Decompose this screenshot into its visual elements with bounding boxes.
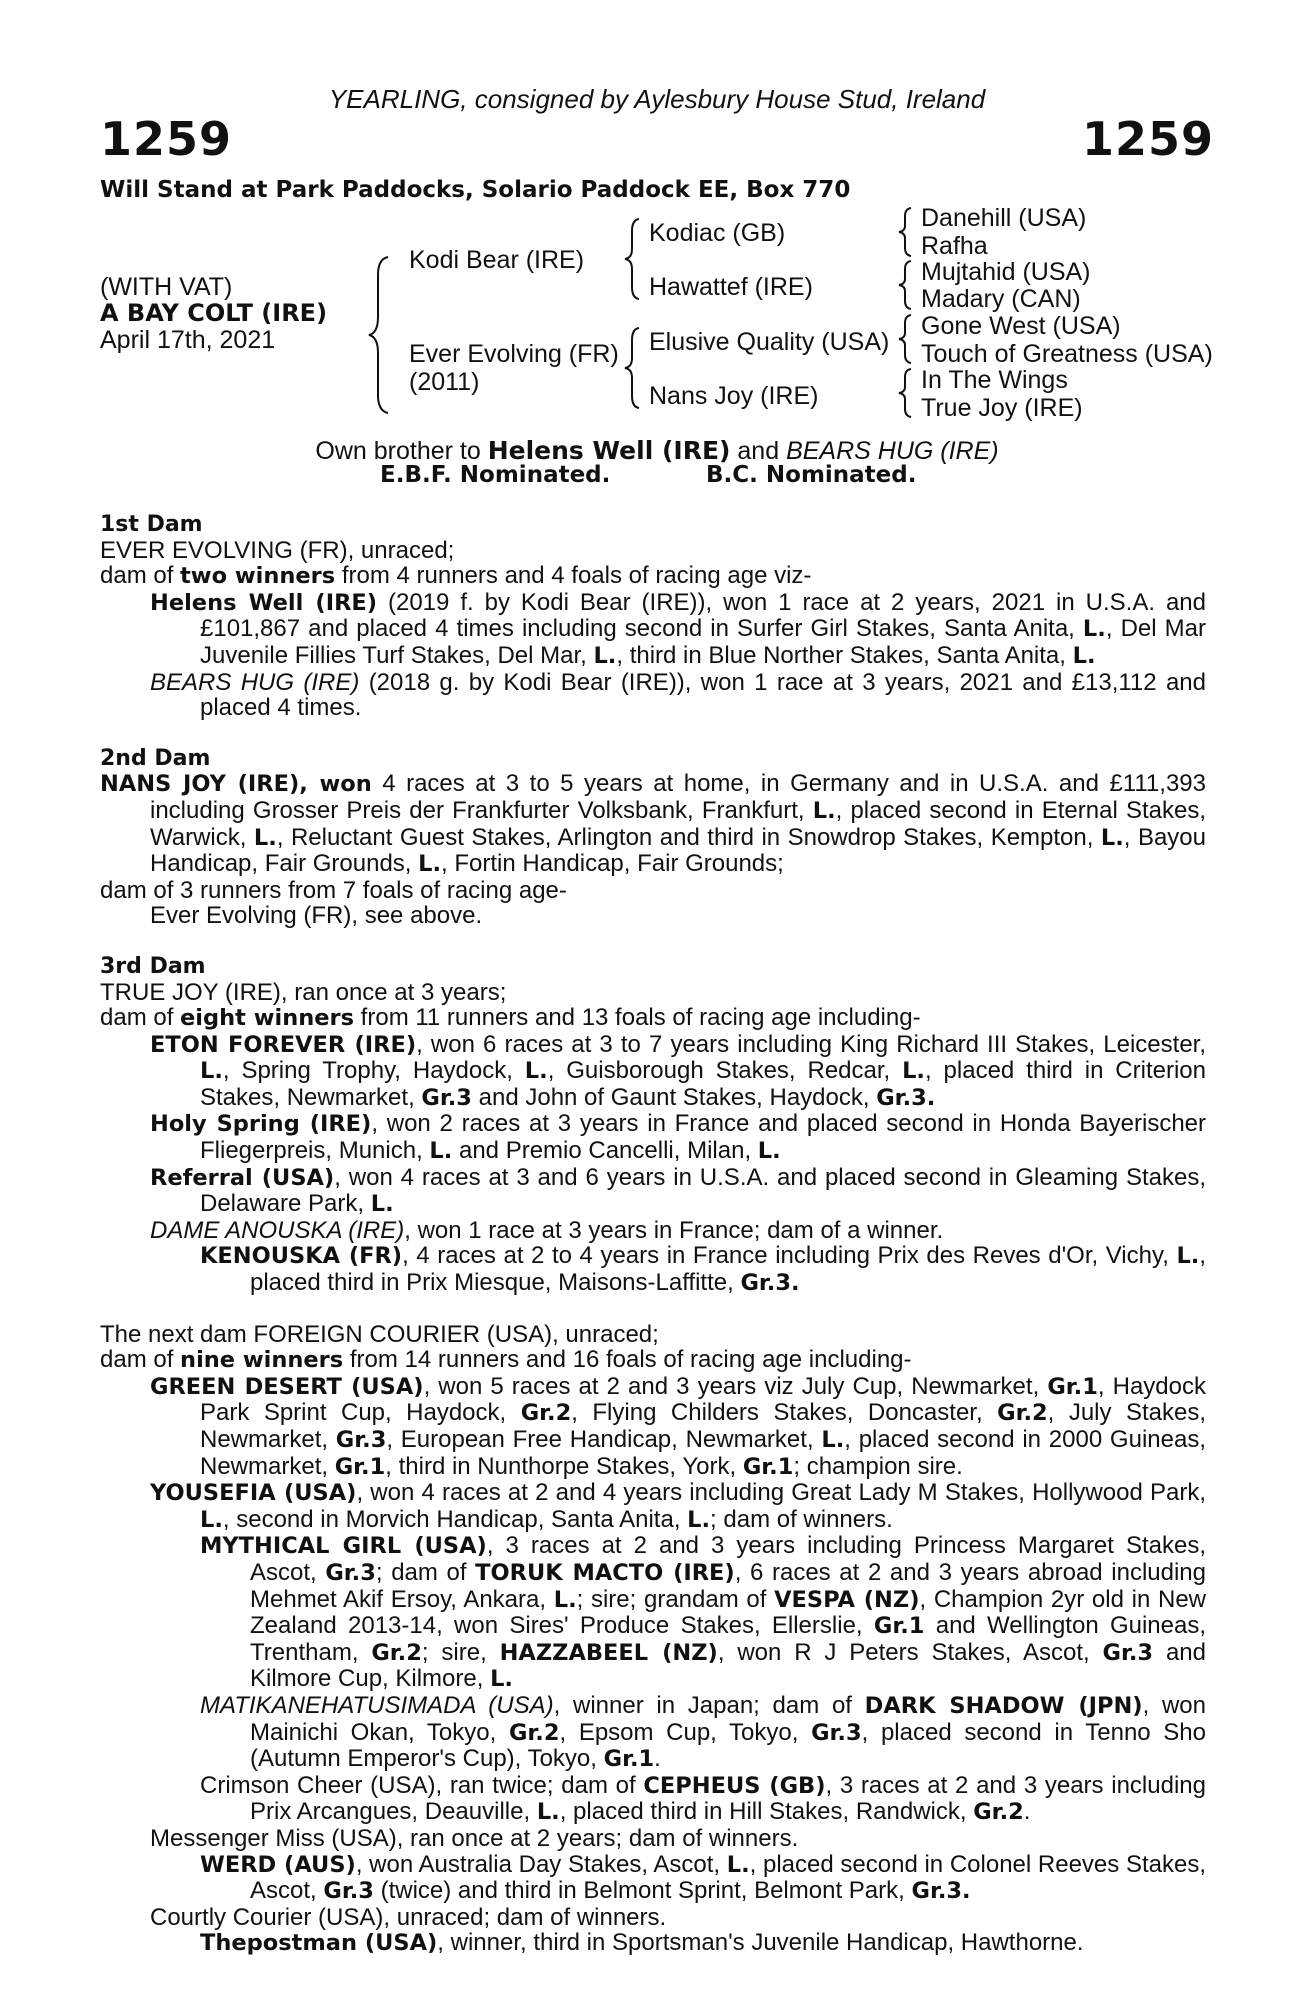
next-dam-line: The next dam FOREIGN COURIER (USA), unraced; (100, 1320, 659, 1348)
lot-number-left: 1259 (100, 112, 233, 166)
dd-dam: True Joy (IRE) (921, 394, 1083, 422)
entry-nans-joy: NANS JOY (IRE), won 4 races at 3 to 5 years at home, in Germany and in U.S.A. and £111,393 including Grosser Preis der Frankfurter Volksbank, Frankfurt, L., placed second in Eternal Stakes, Warwick, L., Reluctant Guest Stakes, Arlington and third in Snowdrop Stakes, Kempton, L., Bayou Handicap, Fair Grounds, L., Fortin Handicap, Fair Grounds; (100, 770, 1206, 878)
dam-sire: Elusive Quality (USA) (649, 328, 890, 356)
brace-nans-joy (896, 367, 916, 419)
first-dam-line: EVER EVOLVING (FR), unraced; (100, 536, 455, 564)
entry-holy-spring: Holy Spring (IRE), won 2 races at 3 years in France and placed second in Honda Bayerischer Fliegerpreis, Munich, L. and Premio Cancelli, Milan, L. (150, 1110, 1206, 1165)
entry-werd: WERD (AUS), won Australia Day Stakes, Ascot, L., placed second in Colonel Reeves Stakes, Ascot, Gr.3 (twice) and third in Belmont Sprint, Belmont Park, Gr.3. (200, 1850, 1206, 1905)
ds-sire: Gone West (USA) (921, 312, 1121, 340)
entry-yousefia: YOUSEFIA (USA), won 4 races at 2 and 4 years including Great Lady M Stakes, Hollywood Park, L., second in Morvich Handicap, Santa Anita, L.; dam of winners. (150, 1479, 1207, 1533)
ds-dam: Touch of Greatness (USA) (921, 340, 1213, 368)
ss-dam: Rafha (921, 232, 988, 260)
entry-messenger-miss: Messenger Miss (USA), ran once at 2 years; dam of winners. (150, 1824, 799, 1852)
dam-name: Ever Evolving (FR) (409, 340, 619, 368)
entry-eton-forever: ETON FOREVER (IRE), won 6 races at 3 to 7 years including King Richard III Stakes, Leicester, L., Spring Trophy, Haydock, L., Guisborough Stakes, Redcar, L., placed third in Criterion Stakes, Newmarket, Gr.3 and John of Gaunt Stakes, Haydock, Gr.3. (150, 1030, 1207, 1111)
stand-location: Will Stand at Park Paddocks, Solario Paddock EE, Box 770 (100, 177, 851, 203)
entry-crimson-cheer: Crimson Cheer (USA), ran twice; dam of CEPHEUS (GB), 3 races at 2 and 3 years including Prix Arcangues, Deauville, L., placed third in Hill Stakes, Randwick, Gr.2. (200, 1771, 1206, 1826)
sd-sire: Mujtahid (USA) (921, 258, 1091, 286)
sire-dam: Hawattef (IRE) (649, 273, 813, 301)
second-dam-ever-evolving: Ever Evolving (FR), see above. (150, 902, 483, 930)
third-dam-produce: dam of eight winners from 11 runners and 13 foals of racing age including- (100, 1004, 921, 1032)
sire-brace (622, 217, 644, 301)
second-dam-heading: 2nd Dam (100, 745, 211, 771)
ebf-nomination: E.B.F. Nominated. (380, 462, 611, 488)
entry-thepostman: Thepostman (USA), winner, third in Sportsman's Juvenile Handicap, Hawthorne. (200, 1929, 1084, 1957)
sibling-note: Own brother to Helens Well (IRE) and BEARS HUG (IRE) (315, 436, 999, 465)
bc-nomination: B.C. Nominated. (706, 462, 917, 488)
sd-dam: Madary (CAN) (921, 285, 1081, 313)
entry-bears-hug: BEARS HUG (IRE) (2018 g. by Kodi Bear (IRE)), won 1 race at 3 years, 2021 and £13,112 and placed 4 times. (150, 668, 1207, 722)
dam-year: (2011) (409, 368, 480, 396)
page-subtitle: YEARLING, consigned by Aylesbury House Stud, Ireland (328, 84, 986, 114)
entry-dame-anouska: DAME ANOUSKA (IRE), won 1 race at 3 years in France; dam of a winner. (150, 1216, 944, 1244)
dd-sire: In The Wings (921, 366, 1068, 394)
foaling-date: April 17th, 2021 (100, 326, 276, 354)
vat-note: (WITH VAT) (100, 273, 233, 301)
entry-courtly-courier: Courtly Courier (USA), unraced; dam of winners. (150, 1903, 667, 1931)
entry-matikanehatusimada: MATIKANEHATUSIMADA (USA), winner in Japan; dam of DARK SHADOW (JPN), won Mainichi Okan, Tokyo, Gr.2, Epsom Cup, Tokyo, Gr.3, placed second in Tenno Sho (Autumn Emperor's Cup), Tokyo, Gr.1. (200, 1691, 1206, 1773)
first-dam-heading: 1st Dam (100, 512, 203, 537)
catalogue-body (100, 512, 1206, 1957)
entry-helens-well: Helens Well (IRE) (2019 f. by Kodi Bear (IRE)), won 1 race at 2 years, 2021 in U.S.A. and £101,867 and placed 4 times including second in Surfer Girl Stakes, Santa Anita, L., Del Mar Juvenile Fillies Turf Stakes, Del Mar, L., third in Blue Norther Stakes, Santa Anita, L. (150, 588, 1206, 669)
next-dam-produce: dam of nine winners from 14 runners and 16 foals of racing age including- (100, 1346, 912, 1374)
dam-brace (622, 326, 644, 410)
second-dam-produce: dam of 3 runners from 7 foals of racing age- (100, 876, 567, 904)
brace-kodiac (896, 206, 916, 258)
sire-name: Kodi Bear (IRE) (409, 246, 585, 274)
entry-mythical-girl: MYTHICAL GIRL (USA), 3 races at 2 and 3 years including Princess Margaret Stakes, Ascot, Gr.3; dam of TORUK MACTO (IRE), 6 races at 2 and 3 years abroad including Mehmet Akif Ersoy, Ankara, L.; sire; grandam of VESPA (NZ), Champion 2yr old in New Zealand 2013-14, won Sires' Produce Stakes, Ellerslie, Gr.1 and Wellington Guineas, Trentham, Gr.2; sire, HAZZABEEL (NZ), won R J Peters Stakes, Ascot, Gr.3 and Kilmore Cup, Kilmore, L. (200, 1532, 1207, 1693)
dam-dam: Nans Joy (IRE) (649, 382, 819, 410)
third-dam-line: TRUE JOY (IRE), ran once at 3 years; (100, 978, 507, 1006)
lot-number-right: 1259 (1081, 112, 1214, 166)
entry-green-desert: GREEN DESERT (USA), won 5 races at 2 and 3 years viz July Cup, Newmarket, Gr.1, Haydock Park Sprint Cup, Haydock, Gr.2, Flying Childers Stakes, Doncaster, Gr.2, July Stakes, Newmarket, Gr.3, European Free Handicap, Newmarket, L., placed second in 2000 Guineas, Newmarket, Gr.1, third in Nunthorpe Stakes, York, Gr.1; champion sire. (150, 1372, 1207, 1480)
entry-kenouska: KENOUSKA (FR), 4 races at 2 to 4 years in France including Prix des Reves d'Or, Vichy, L., placed third in Prix Miesque, Maisons-Laffitte, Gr.3. (200, 1242, 1206, 1297)
third-dam-heading: 3rd Dam (100, 953, 206, 979)
main-pedigree-brace (366, 255, 396, 415)
entry-referral: Referral (USA), won 4 races at 3 and 6 years in U.S.A. and placed second in Gleaming Stakes, Delaware Park, L. (150, 1163, 1206, 1218)
brace-hawattef (896, 259, 916, 311)
first-dam-produce: dam of two winners from 4 runners and 4 foals of racing age viz- (100, 562, 812, 590)
brace-elusive-quality (896, 313, 916, 365)
ss-sire: Danehill (USA) (921, 204, 1087, 232)
sire-sire: Kodiac (GB) (649, 219, 786, 247)
horse-name: A BAY COLT (IRE) (100, 299, 328, 327)
